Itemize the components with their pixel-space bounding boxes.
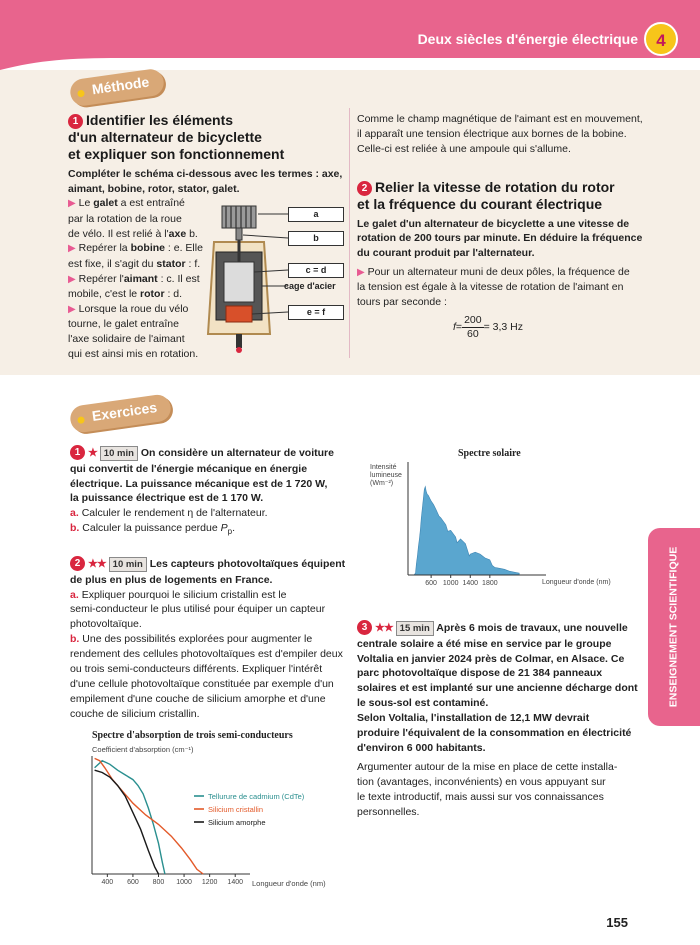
exercises-pill — [69, 393, 173, 434]
x-tick-label: 1400 — [462, 580, 479, 587]
duration-badge: 15 min — [396, 621, 434, 636]
duration-badge: 10 min — [109, 557, 147, 572]
diagram-label-cage: cage d'acier — [284, 281, 336, 291]
method-1-instruction: Compléter le schéma ci-dessous avec les termes : axe, aimant, bobine, rotor, stator, galet. — [68, 167, 343, 195]
y-axis-label: Intensité — [370, 464, 397, 471]
chapter-number-badge: 4 — [644, 22, 678, 56]
x-tick-label: 800 — [152, 879, 165, 886]
exercises-pill-label: Exercices — [90, 398, 158, 424]
frequency-formula: f = $\frac{200}{60}$ = 3,3 Hz — [453, 314, 523, 340]
x-tick-label: 600 — [127, 879, 139, 886]
diagram-label-cd: c = d — [288, 263, 344, 278]
method-part-2 — [357, 112, 647, 340]
bullet-dot-icon — [77, 90, 85, 98]
alternator-diagram — [200, 202, 350, 358]
page-header — [0, 0, 700, 70]
difficulty-star-icon: ★★ — [88, 558, 106, 570]
diagram-label-a: a — [288, 207, 344, 222]
absorption-chart — [70, 726, 352, 896]
column-divider — [349, 108, 350, 358]
exercise-2-number: 2 — [70, 556, 85, 571]
exercise-3-number: 3 — [357, 620, 372, 635]
method-1-answer: ▶ Le galet a est entraîné par la rotation de la roue de vélo. Il est relié à l'axe b. ▶ Repérer la bobine : e. Elle est fixe, il s'agit du stator : f. ▶ Repérer l'aimant : c. Il est mobile, c'est le rotor : d. ▶ Lorsque la roue du vélo tourne, le galet entraîne l'axe solidaire de l'aimant qui est ainsi mis en rotation. — [68, 197, 203, 360]
series-line-0 — [95, 761, 165, 874]
x-axis-label: Longueur d'onde (nm) — [252, 879, 326, 888]
chapter-title: Deux siècles d'énergie électrique — [417, 31, 638, 47]
y-axis-label: Coefficient d'absorption (cm⁻¹) — [92, 745, 194, 754]
pink-triangle-icon: ▶ — [357, 267, 365, 279]
series-line-1 — [95, 758, 204, 874]
y-axis-label: lumineuse — [370, 472, 402, 479]
difficulty-star-icon: ★ — [88, 447, 97, 459]
difficulty-star-icon: ★★ — [375, 622, 393, 634]
exercise-2: 2 ★★ 10 min Les capteurs photovoltaïques équipent de plus en plus de logements en France. a. Expliquer pourquoi le silicium cristallin est le semi-conducteur le plus utilisé pour équiper un capteur photovoltaïque. b. Une des possibilités explorées pour augmenter le rendement des cellules photovoltaïques est d'empiler deux ou trois semi-conducteurs différents. Expliquer l'intérêt d'une cellule photovoltaïque constituée par exemple d'un empilement d'une couche de silicium amorphe et d'une couche de silicium cristallin. — [70, 558, 346, 720]
pink-triangle-icon: ▶ — [68, 303, 76, 315]
method-1-continuation: Comme le champ magnétique de l'aimant est en mouvement, il apparaît une tension électrique aux bornes de la bobine. Celle-ci est reliée à une ampoule qui s'allume. — [357, 113, 643, 155]
x-tick-label: 1800 — [482, 580, 498, 587]
bullet-dot-icon — [77, 416, 85, 424]
x-tick-label: 1000 — [442, 580, 459, 587]
spectrum-area — [414, 487, 519, 575]
x-tick-label: 1200 — [201, 879, 218, 886]
chart-title: Spectre solaire — [458, 448, 521, 459]
exercise-1-number: 1 — [70, 445, 85, 460]
series-line-2 — [95, 770, 159, 874]
x-axis-label: Longueur d'onde (nm) — [542, 579, 611, 586]
duration-badge: 10 min — [100, 446, 138, 461]
diagram-label-ef: e = f — [288, 305, 344, 320]
exercise-3: 3 ★★ 15 min Après 6 mois de travaux, une nouvelle centrale solaire a été mise en service par le groupe Voltalia en janvier 2024 près de Colmar, en Alsace. Ce parc photovoltaïque dispose de 21 384 panneaux solaires et est implanté sur une ancienne décharge dont le sous-sol est contaminé. Selon Voltalia, l'installation de 12,1 MW devrait produire l'équivalent de la consommation en électricité d'environ 6 000 habitants. Argumenter autour de la mise en place de cette installa- tion (avantages, inconvénients) en vous appuyant sur le texte introductif, mais aussi sur vos connaissances personnelles. — [357, 622, 638, 818]
pink-triangle-icon: ▶ — [68, 273, 76, 285]
page-number: 155 — [606, 915, 628, 930]
section-side-tab[interactable] — [648, 528, 700, 726]
x-tick-label: 1000 — [176, 879, 192, 886]
solar-spectrum-chart — [368, 442, 618, 592]
solar-spectrum-svg — [368, 442, 618, 592]
legend-label: Silicium cristallin — [208, 805, 264, 814]
y-axis-label: (Wm⁻²) — [370, 480, 394, 487]
method-2-number: 2 — [357, 181, 372, 196]
x-tick-label: 1400 — [227, 879, 244, 886]
legend-label: Silicium amorphe — [208, 818, 266, 827]
x-tick-label: 400 — [101, 879, 114, 886]
absorption-chart-svg — [70, 726, 352, 896]
method-pill-label: Méthode — [90, 73, 151, 98]
legend-label: Tellurure de cadmium (CdTe) — [208, 792, 305, 801]
exercise-1: 1 ★ 10 min On considère un alternateur de voiture qui convertit de l'énergie mécanique en énergie électrique. La puissance mécanique est de 1 720 W, la puissance électrique est de 1 170 W. a. Calculer le rendement η de l'alternateur. b. Calculer la puissance perdue $P_p$. — [70, 447, 334, 537]
method-2-answer: ▶ Pour un alternateur muni de deux pôles, la fréquence de la tension est égale à la vitesse de rotation de l'aimant en tours par seconde : — [357, 266, 630, 309]
method-1-title: 1 Identifier les éléments d'un alternateur de bicyclette et expliquer son fonctionnement — [68, 112, 285, 162]
method-1-number: 1 — [68, 114, 83, 129]
side-tab-label: ENSEIGNEMENT SCIENTIFIQUE — [667, 546, 680, 708]
pink-triangle-icon: ▶ — [68, 198, 76, 210]
method-2-title: 2 Relier la vitesse de rotation du rotor et la fréquence du courant électrique — [357, 178, 615, 212]
method-2-question: Le galet d'un alternateur de bicyclette a une vitesse de rotation de 200 tours par minute. En déduire la fréquence du courant produit par l'alternateur. — [357, 217, 643, 260]
diagram-label-b: b — [288, 231, 344, 246]
chart-title: Spectre d'absorption de trois semi-conducteurs — [92, 730, 293, 741]
pink-triangle-icon: ▶ — [68, 243, 76, 255]
x-tick-label: 600 — [425, 580, 437, 587]
